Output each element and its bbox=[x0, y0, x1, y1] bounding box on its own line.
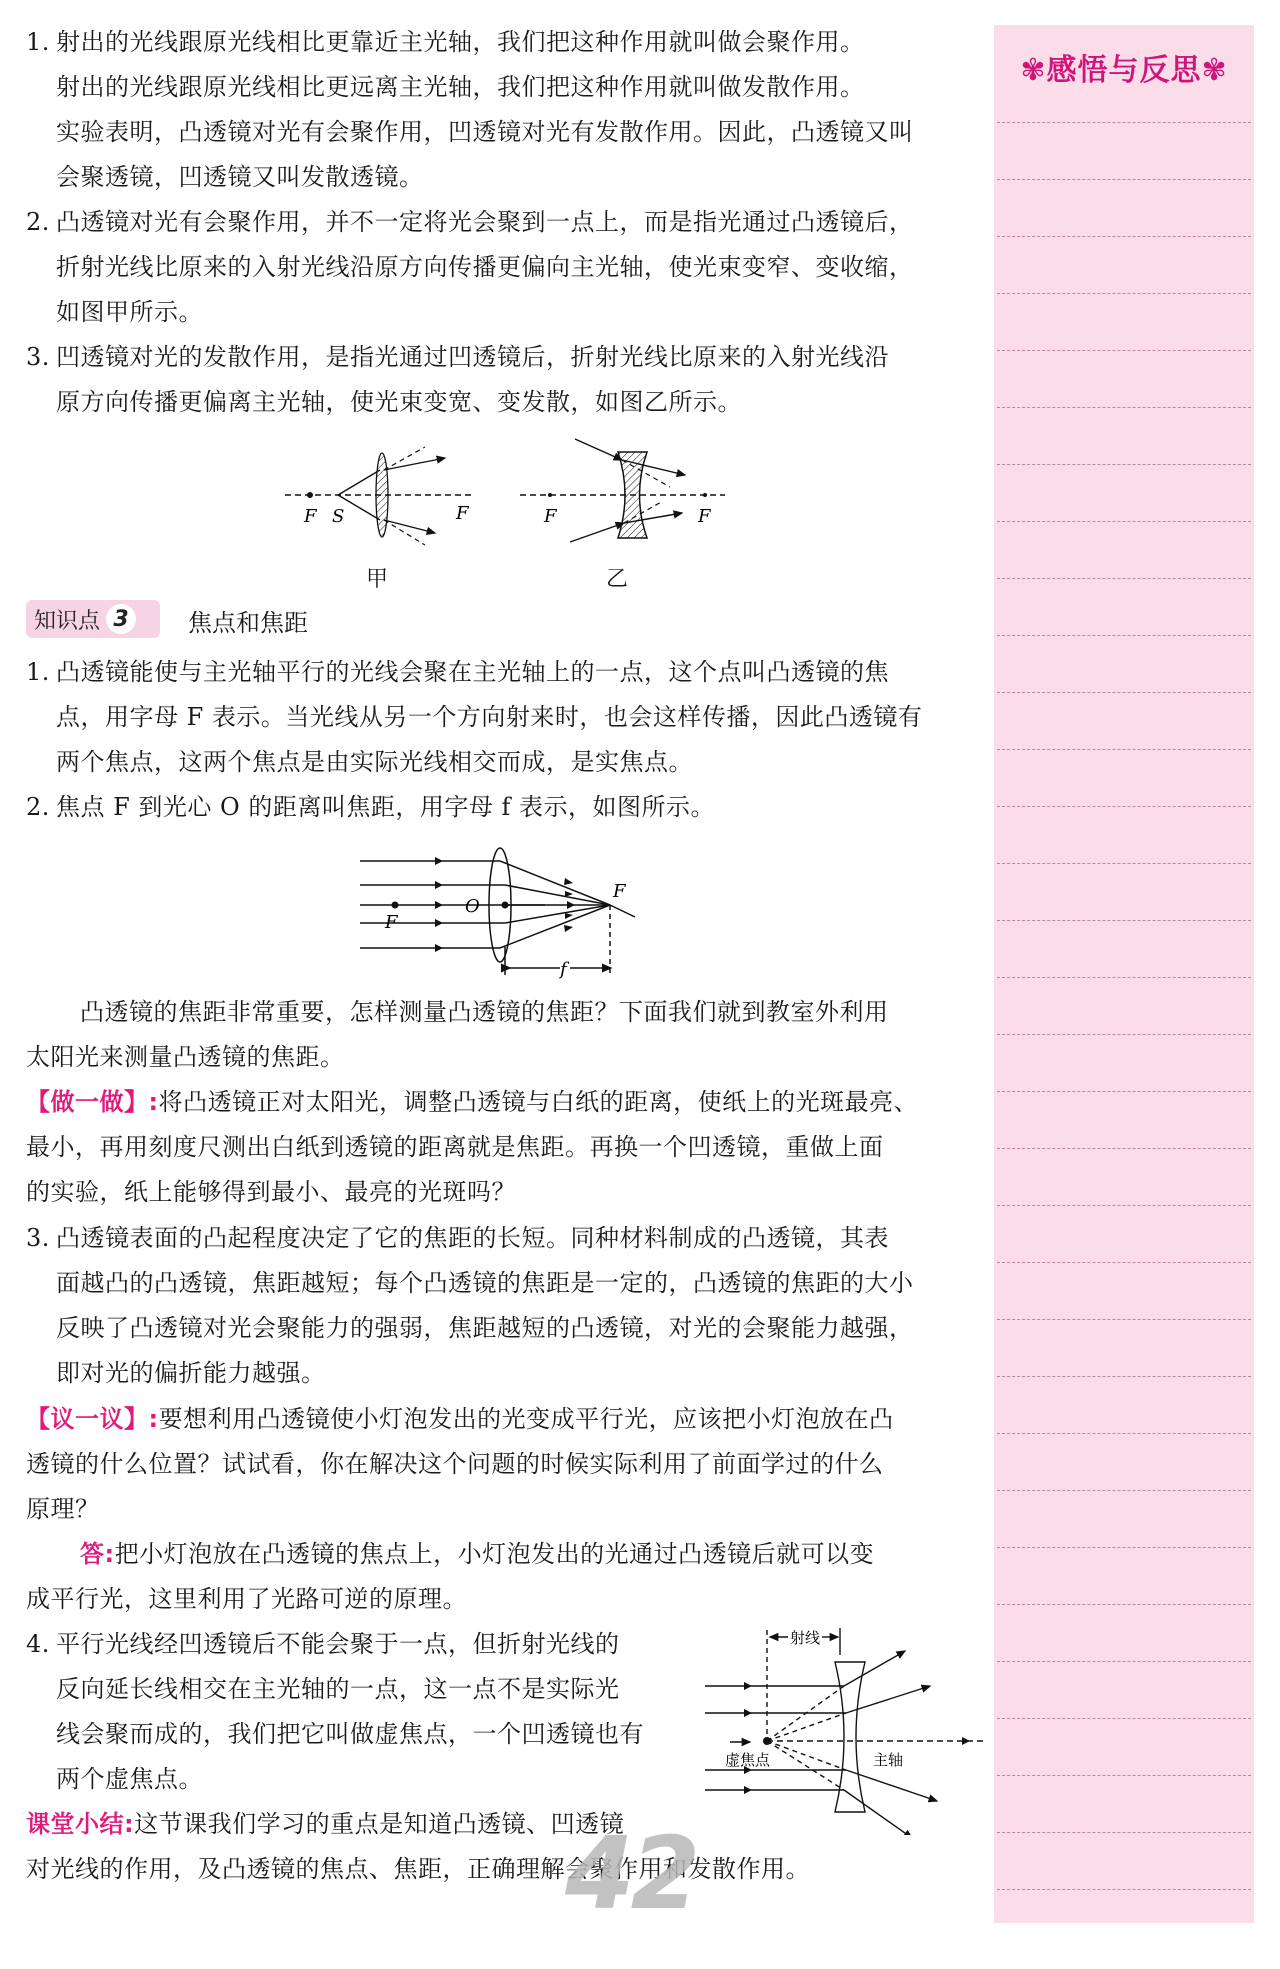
note-line bbox=[997, 1889, 1251, 1890]
label-f: F bbox=[385, 912, 398, 933]
figure-caption-jia: 甲 bbox=[366, 567, 389, 592]
figure-caption-yi: 乙 bbox=[606, 567, 629, 592]
answer-block bbox=[26, 1532, 981, 1622]
label-main-axis: 主轴 bbox=[873, 1751, 904, 1769]
text-line: 射出的光线跟原光线相比更靠近主光轴，我们把这种作用就叫做会聚作用。 bbox=[56, 28, 865, 56]
list-item-1 bbox=[26, 20, 981, 200]
text-line: 原理？ bbox=[26, 1495, 100, 1523]
label-o: O bbox=[465, 896, 480, 917]
text-line: 反映了凸透镜对光会聚能力的强弱，焦距越短的凸透镜，对光的会聚能力越强， bbox=[56, 1314, 914, 1342]
text-line: 将凸透镜正对太阳光，调整凸透镜与白纸的距离，使纸上的光斑最亮、 bbox=[158, 1088, 919, 1116]
note-line bbox=[997, 977, 1251, 978]
page-number: 42 bbox=[565, 1815, 697, 1932]
note-line bbox=[997, 1262, 1251, 1263]
sidebar-title bbox=[994, 45, 1254, 89]
knowledge-point-badge bbox=[26, 600, 160, 638]
text-line: 凸透镜对光有会聚作用，并不一定将光会聚到一点上，而是指光通过凸透镜后， bbox=[56, 208, 914, 236]
note-line bbox=[997, 1376, 1251, 1377]
note-line bbox=[997, 578, 1251, 579]
text-line: 实验表明，凸透镜对光有会聚作用，凹透镜对光有发散作用。因此，凸透镜又叫 bbox=[56, 118, 914, 146]
sidebar-title-text: 感悟与反思 bbox=[1046, 53, 1202, 88]
item-number: 2. bbox=[26, 793, 50, 821]
note-line bbox=[997, 1718, 1251, 1719]
discuss-tag: 【议一议】: bbox=[26, 1405, 159, 1433]
note-line bbox=[997, 1091, 1251, 1092]
summary-block bbox=[26, 1802, 981, 1892]
text-line: 这节课我们学习的重点是知道凸透镜、凹透镜 bbox=[134, 1810, 625, 1838]
text-line: 凸透镜的焦距非常重要，怎样测量凸透镜的焦距？下面我们就到教室外利用 bbox=[80, 998, 889, 1026]
flower-icon: ✾ bbox=[1020, 53, 1047, 88]
note-line bbox=[997, 1604, 1251, 1605]
text-line: 凸透镜表面的凸起程度决定了它的焦距的长短。同种材料制成的凸透镜，其表 bbox=[56, 1224, 889, 1252]
list-item-focus-1 bbox=[26, 650, 1011, 785]
flower-icon: ✾ bbox=[1201, 53, 1228, 88]
item-number: 1. bbox=[26, 658, 50, 686]
badge-label: 知识点 bbox=[34, 608, 101, 634]
label-f: F bbox=[456, 503, 469, 524]
label-focal-length: f bbox=[560, 959, 567, 980]
text-line: 原方向传播更偏离主光轴，使光束变宽、变发散，如图乙所示。 bbox=[56, 388, 742, 416]
item-number: 3. bbox=[26, 1224, 50, 1252]
list-item-focus-3 bbox=[26, 1216, 1011, 1396]
note-line bbox=[997, 236, 1251, 237]
text-line: 最小，再用刻度尺测出白纸到透镜的距离就是焦距。再换一个凹透镜，重做上面 bbox=[26, 1133, 884, 1161]
text-line: 透镜的什么位置？试试看，你在解决这个问题的时候实际利用了前面学过的什么 bbox=[26, 1450, 884, 1478]
note-line bbox=[997, 635, 1251, 636]
note-line bbox=[997, 1661, 1251, 1662]
note-line bbox=[997, 1775, 1251, 1776]
text-line: 即对光的偏折能力越强。 bbox=[56, 1359, 326, 1387]
label-f: F bbox=[698, 506, 711, 527]
note-line bbox=[997, 1148, 1251, 1149]
note-line bbox=[997, 1490, 1251, 1491]
do-it-block bbox=[26, 1080, 981, 1215]
answer-tag: 答: bbox=[80, 1540, 115, 1568]
note-line bbox=[997, 122, 1251, 123]
list-item-focus-4 bbox=[26, 1622, 736, 1802]
text-line: 凸透镜能使与主光轴平行的光线会聚在主光轴上的一点，这个点叫凸透镜的焦 bbox=[56, 658, 889, 686]
text-line: 两个虚焦点。 bbox=[56, 1765, 203, 1793]
text-line: 反向延长线相交在主光轴的一点，这一点不是实际光 bbox=[56, 1675, 620, 1703]
note-line bbox=[997, 806, 1251, 807]
label-f: F bbox=[304, 506, 317, 527]
text-line: 点，用字母 F 表示。当光线从另一个方向射来时，也会这样传播，因此凸透镜有 bbox=[56, 703, 923, 731]
discuss-block bbox=[26, 1397, 981, 1532]
text-line: 凹透镜对光的发散作用，是指光通过凹透镜后，折射光线比原来的入射光线沿 bbox=[56, 343, 889, 371]
label-s: S bbox=[332, 506, 345, 527]
note-line bbox=[997, 1205, 1251, 1206]
text-line: 折射光线比原来的入射光线沿原方向传播更偏向主光轴，使光束变窄、变收缩， bbox=[56, 253, 914, 281]
list-item-2 bbox=[26, 200, 981, 335]
text-line: 面越凸的凸透镜，焦距越短；每个凸透镜的焦距是一定的，凸透镜的焦距的大小 bbox=[56, 1269, 914, 1297]
note-line bbox=[997, 692, 1251, 693]
note-line bbox=[997, 179, 1251, 180]
label-ray: 射线 bbox=[790, 1629, 821, 1647]
text-line: 把小灯泡放在凸透镜的焦点上，小灯泡发出的光通过凸透镜后就可以变 bbox=[114, 1540, 875, 1568]
text-line: 平行光线经凹透镜后不能会聚于一点，但折射光线的 bbox=[56, 1630, 620, 1658]
note-line bbox=[997, 293, 1251, 294]
summary-tag: 课堂小结: bbox=[26, 1810, 135, 1838]
note-line bbox=[997, 464, 1251, 465]
text-line: 要想利用凸透镜使小灯泡发出的光变成平行光，应该把小灯泡放在凸 bbox=[158, 1405, 894, 1433]
lens-diagram-convex-concave bbox=[280, 425, 730, 560]
text-line: 对光线的作用，及凸透镜的焦点、焦距，正确理解会聚作用和发散作用。 bbox=[26, 1855, 810, 1883]
note-line bbox=[997, 920, 1251, 921]
paragraph-measure bbox=[26, 990, 981, 1080]
note-line bbox=[997, 1034, 1251, 1035]
do-it-tag: 【做一做】: bbox=[26, 1088, 159, 1116]
text-line: 线会聚而成的，我们把它叫做虚焦点，一个凹透镜也有 bbox=[56, 1720, 644, 1748]
note-line bbox=[997, 749, 1251, 750]
text-line: 会聚透镜，凹透镜又叫发散透镜。 bbox=[56, 163, 424, 191]
label-f: F bbox=[544, 506, 557, 527]
text-line: 焦点 F 到光心 O 的距离叫焦距，用字母 f 表示，如图所示。 bbox=[56, 793, 715, 821]
note-line bbox=[997, 1433, 1251, 1434]
text-line: 射出的光线跟原光线相比更远离主光轴，我们把这种作用就叫做发散作用。 bbox=[56, 73, 865, 101]
list-item-3 bbox=[26, 335, 981, 425]
text-line: 太阳光来测量凸透镜的焦距。 bbox=[26, 1043, 345, 1071]
note-line bbox=[997, 1319, 1251, 1320]
note-line bbox=[997, 1832, 1251, 1833]
text-line: 两个焦点，这两个焦点是由实际光线相交而成，是实焦点。 bbox=[56, 748, 693, 776]
reflection-sidebar bbox=[994, 25, 1254, 1923]
label-f: F bbox=[613, 881, 626, 902]
label-virtual-focus: 虚焦点 bbox=[725, 1751, 771, 1769]
item-number: 1. bbox=[26, 28, 50, 56]
main-content bbox=[26, 20, 981, 425]
note-line bbox=[997, 863, 1251, 864]
item-number: 2. bbox=[26, 208, 50, 236]
note-line bbox=[997, 407, 1251, 408]
badge-number: 3 bbox=[106, 604, 136, 634]
note-line bbox=[997, 1547, 1251, 1548]
item-number: 4. bbox=[26, 1630, 50, 1658]
item-number: 3. bbox=[26, 343, 50, 371]
text-line: 的实验，纸上能够得到最小、最亮的光斑吗？ bbox=[26, 1178, 516, 1206]
text-line: 如图甲所示。 bbox=[56, 298, 203, 326]
note-line bbox=[997, 521, 1251, 522]
list-item-focus-2 bbox=[26, 785, 1011, 830]
text-line: 成平行光，这里利用了光路可逆的原理。 bbox=[26, 1585, 467, 1613]
note-line bbox=[997, 350, 1251, 351]
focal-length-diagram bbox=[355, 835, 655, 985]
section-title: 焦点和焦距 bbox=[188, 609, 308, 637]
